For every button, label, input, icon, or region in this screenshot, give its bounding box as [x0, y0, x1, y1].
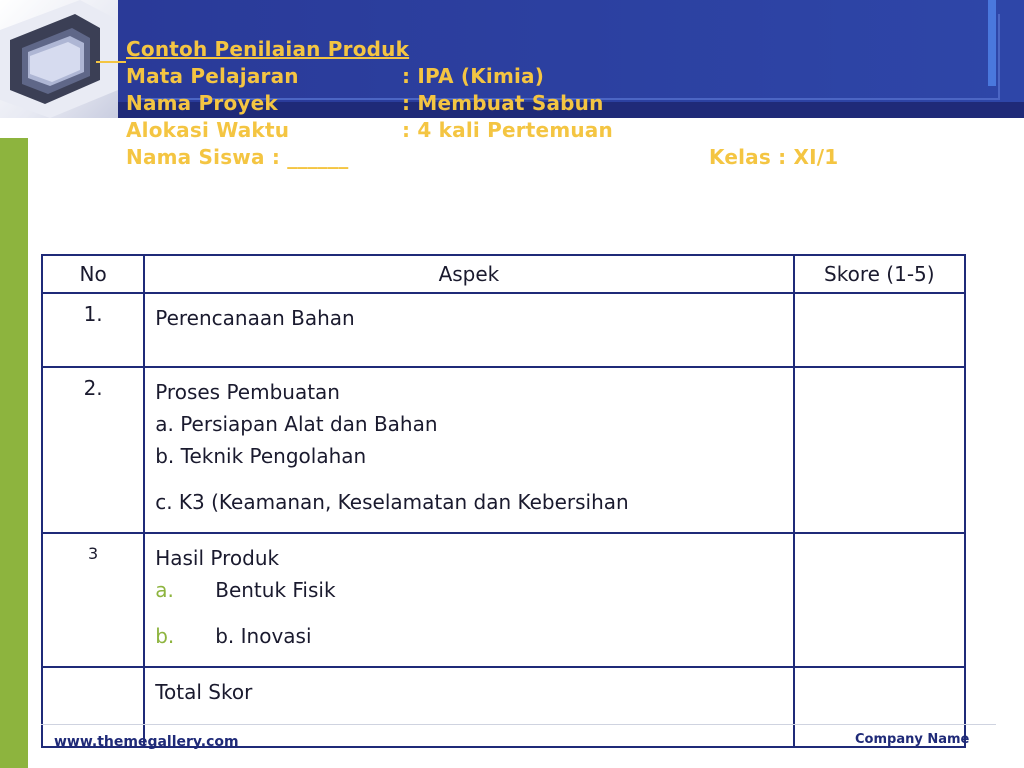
header-skor: Skore (1-5)	[794, 255, 965, 293]
sidebar-spacer	[0, 118, 28, 138]
field-value: : Membuat Sabun	[402, 91, 604, 115]
row-number: 1.	[42, 293, 144, 367]
aspek-cell	[144, 667, 793, 747]
field-value: : 4 kali Pertemuan	[402, 118, 613, 142]
footer-company: Company Name	[855, 732, 970, 747]
list-text: b. Inovasi	[215, 624, 312, 648]
field-label: Mata Pelajaran	[126, 64, 299, 88]
table-row	[42, 533, 965, 667]
header-aspek: Aspek	[144, 255, 793, 293]
page-title: Contoh Penilaian Produk	[126, 37, 410, 61]
field-siswa-kelas	[126, 144, 839, 171]
field-nama-proyek	[126, 90, 604, 117]
aspek-subitem: c. K3 (Keamanan, Keselamatan dan Kebersihan	[155, 490, 629, 514]
aspek-text: Hasil Produk	[155, 546, 280, 570]
footer-url: www.themegallery.com	[54, 734, 239, 750]
left-accent-bar	[0, 138, 28, 768]
row-number: 3	[42, 533, 144, 667]
aspek-subitem: a. Persiapan Alat dan Bahan	[155, 412, 438, 436]
list-marker: b.	[155, 624, 175, 648]
header-no: No	[42, 255, 144, 293]
aspek-list-item	[155, 620, 782, 652]
aspek-list-item	[155, 574, 782, 606]
field-label: Alokasi Waktu	[126, 118, 290, 142]
aspek-cell	[144, 367, 793, 533]
title-underline-lead	[96, 36, 126, 63]
assessment-table	[41, 254, 966, 748]
aspek-text: Perencanaan Bahan	[155, 306, 355, 330]
total-label: Total Skor	[155, 680, 253, 704]
table-header-row	[42, 255, 965, 293]
score-cell[interactable]	[794, 367, 965, 533]
aspek-cell	[144, 533, 793, 667]
table-row	[42, 293, 965, 367]
aspek-cell	[144, 293, 793, 367]
list-marker: a.	[155, 578, 174, 602]
score-cell[interactable]	[794, 533, 965, 667]
field-value: : IPA (Kimia)	[402, 64, 545, 88]
field-mata-pelajaran	[126, 63, 545, 90]
footer-divider	[41, 724, 996, 725]
aspek-subitem: b. Teknik Pengolahan	[155, 444, 367, 468]
field-label: Nama Proyek	[126, 91, 278, 115]
title-line	[126, 36, 410, 63]
title-block	[126, 36, 839, 171]
score-cell[interactable]	[794, 293, 965, 367]
header-accent-bar	[988, 0, 996, 86]
list-text: Bentuk Fisik	[215, 578, 336, 602]
aspek-text: Proses Pembuatan	[155, 380, 340, 404]
table-row	[42, 367, 965, 533]
row-number: 2.	[42, 367, 144, 533]
nama-siswa-label: Nama Siswa : ______	[126, 145, 349, 169]
field-alokasi-waktu	[126, 117, 613, 144]
kelas-label: Kelas : XI/1	[709, 145, 839, 169]
